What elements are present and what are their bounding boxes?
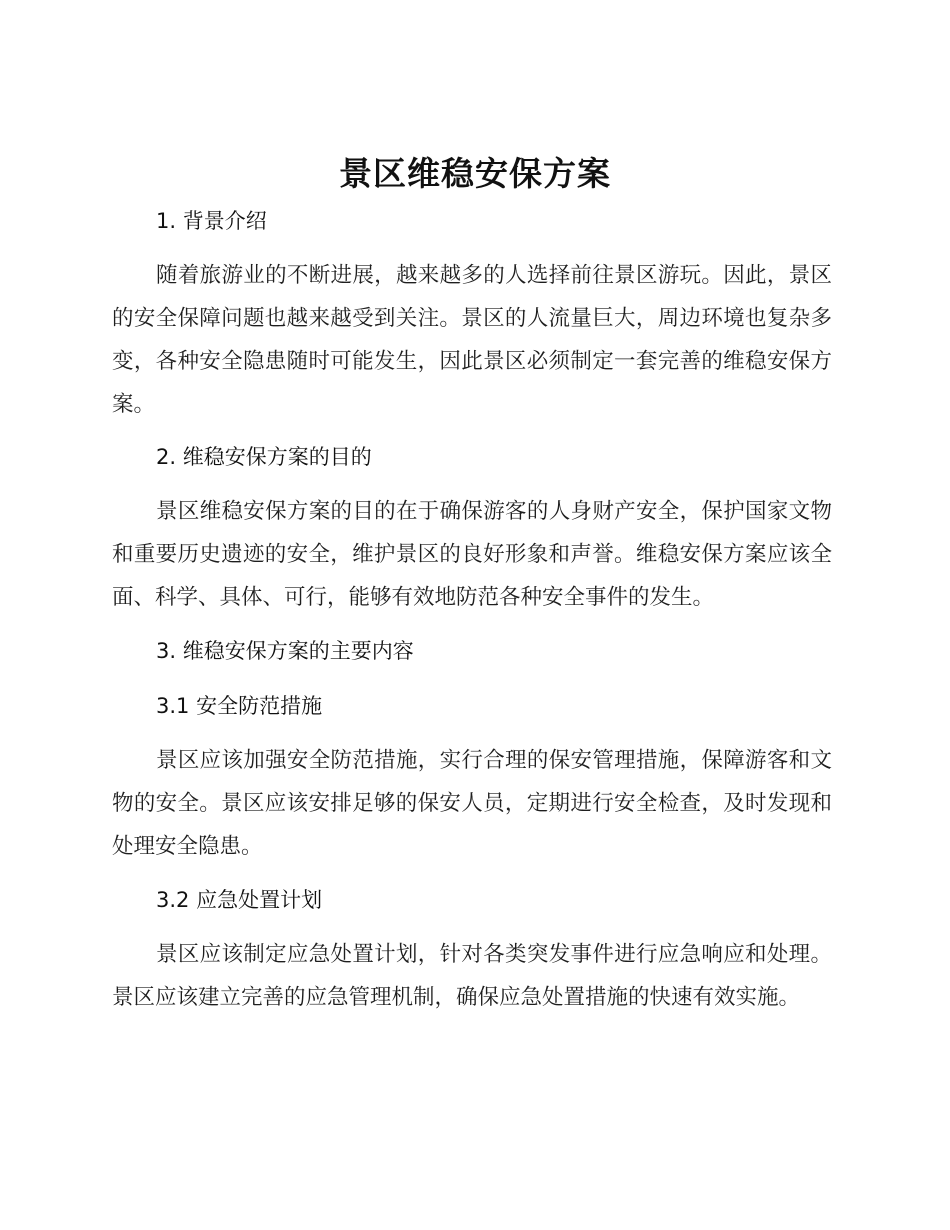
document-title: 景区维稳安保方案: [339, 154, 611, 193]
paragraph-background: 随着旅游业的不断进展，越来越多的人选择前往景区游玩。因此，景区的安全保障问题也越来越受到关注。景区的人流量巨大，周边环境也复杂多变，各种安全隐患随时可能发生，因此景区必须制定一套完善的维稳安保方案。: [112, 263, 832, 417]
section-heading-main-content: 3. 维稳安保方案的主要内容: [156, 639, 414, 663]
subsection-heading-emergency-plan: 3.2 应急处置计划: [156, 888, 323, 912]
paragraph-purpose: 景区维稳安保方案的目的在于确保游客的人身财产安全，保护国家文物和重要历史遗迹的安全，维护景区的良好形象和声誉。维稳安保方案应该全面、科学、具体、可行，能够有效地防范各种安全事件的发生。: [112, 499, 832, 610]
paragraph-emergency-plan: 景区应该制定应急处置计划，针对各类突发事件进行应急响应和处理。景区应该建立完善的应急管理机制，确保应急处置措施的快速有效实施。: [112, 942, 832, 1010]
section-heading-background: 1. 背景介绍: [156, 209, 267, 233]
paragraph-security-measures: 景区应该加强安全防范措施，实行合理的保安管理措施，保障游客和文物的安全。景区应该安排足够的保安人员，定期进行安全检查，及时发现和处理安全隐患。: [112, 748, 832, 859]
section-heading-purpose: 2. 维稳安保方案的目的: [156, 445, 372, 469]
subsection-heading-security-measures: 3.1 安全防范措施: [156, 694, 323, 718]
